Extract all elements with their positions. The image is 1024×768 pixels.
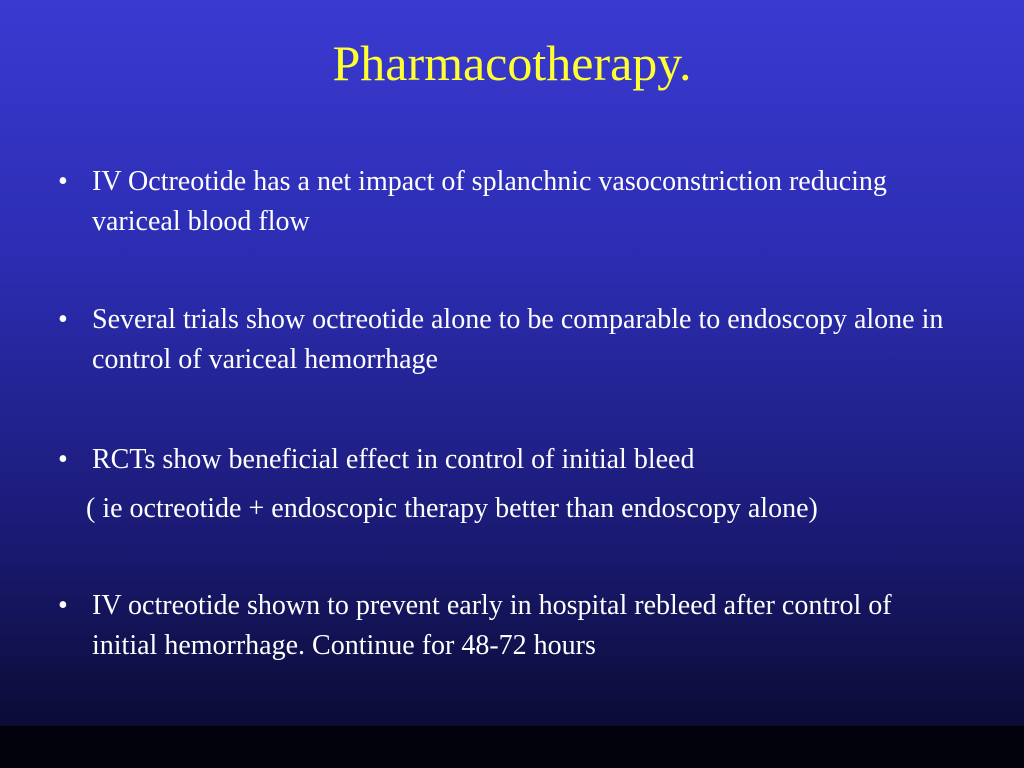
slide-title: Pharmacotherapy. — [332, 35, 692, 91]
bullet-marker: • — [58, 590, 68, 621]
bullet-marker: • — [58, 304, 68, 335]
bullet-subline: ( ie octreotide + endoscopic therapy better than endoscopy alone) — [86, 493, 818, 524]
bullet-marker: • — [58, 166, 68, 197]
bullet-text: RCTs show beneficial effect in control of initial bleed — [92, 444, 695, 475]
bullet-marker: • — [58, 444, 68, 475]
bullet-text: IV octreotide shown to prevent early in hospital rebleed after control of initial hemorrhage. Continue for 48-72 hours — [92, 590, 892, 661]
footer-band — [0, 726, 1024, 768]
bullet-text: Several trials show octreotide alone to be comparable to endoscopy alone in control of variceal hemorrhage — [92, 304, 944, 375]
bullet-text: IV Octreotide has a net impact of splanchnic vasoconstriction reducing variceal blood flow — [92, 166, 887, 237]
